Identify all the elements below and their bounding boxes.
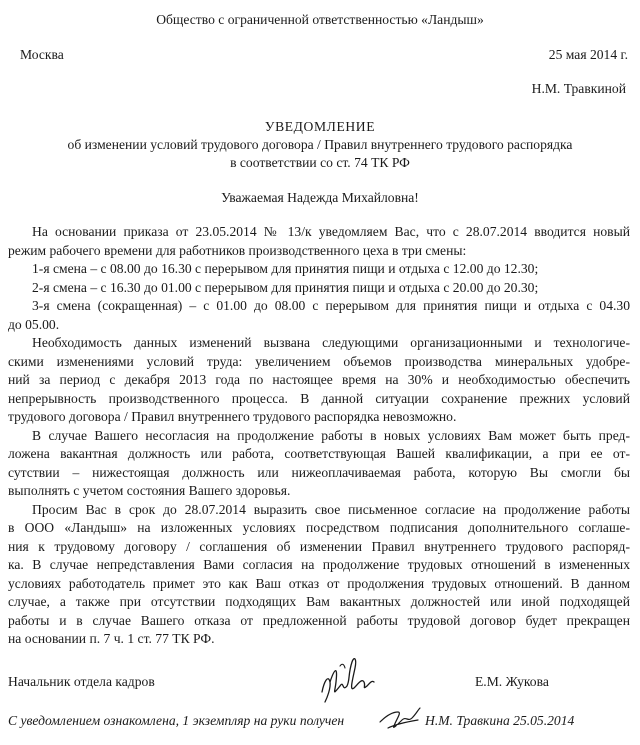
body-line: На основании приказа от 23.05.2014 № 13/к уведомляем Вас, что с 28.07.2014 вводится новый xyxy=(32,224,630,239)
signatory-name: Е.М. Жукова xyxy=(475,674,549,689)
body-line: ложена вакантная должность или работа, соответствующая Вашей квалификации, а при ее от- xyxy=(8,446,630,461)
document-date: 25 мая 2014 г. xyxy=(548,47,628,62)
body-line: 3-я смена (сокращенная) – с 01.00 до 08.00 с перерывом для принятия пищи и отдыха с 04.30 xyxy=(32,298,630,313)
body-line: выполнять с учетом состояния Вашего здоровья. xyxy=(8,483,291,498)
body-line: 2-я смена – с 16.30 до 01.00 с перерывом для принятия пищи и отдыха с 20.00 до 20.30; xyxy=(32,279,539,295)
body-line: условиях работодатель примет это как Ваш отказ от продолжения трудовых отношений. В данном xyxy=(8,575,630,591)
company-name: Общество с ограниченной ответственностью «Ландыш» xyxy=(156,12,484,27)
acknowledgement-text: С уведомлением ознакомлена, 1 экземпляр на руки получен xyxy=(8,713,345,728)
body-line: ния к трудовому договору / соглашения об изменении Правил внутреннего трудового распоряд- xyxy=(8,538,630,554)
document-subtitle-1: об изменении условий трудового договора / Правил внутреннего трудового распорядка xyxy=(67,137,573,152)
body-line: трудового договора / Правил внутреннего трудового распорядка невозможно. xyxy=(8,409,457,424)
signature-zhukova xyxy=(318,652,378,708)
body-line: ка. В случае непредставления Вами согласия на продолжение трудовых отношений в измененных xyxy=(8,557,630,572)
body-line: Просим Вас в срок до 28.07.2014 выразить свое письменное согласие на продолжение работы xyxy=(32,501,630,517)
body-line: в ООО «Ландыш» на изложенных условиях посредством подписания дополнительного соглаше- xyxy=(8,520,630,535)
greeting: Уважаемая Надежда Михайловна! xyxy=(221,190,419,205)
document-title: УВЕДОМЛЕНИЕ xyxy=(264,119,376,134)
body-line: скими изменениями условий труда: увеличением объемов производства минеральных удобре- xyxy=(8,353,630,369)
body-line: случае, а также при отсутствии подходящих Вам вакантных должностей или иной подходящей xyxy=(8,594,630,609)
notice-body xyxy=(8,223,630,649)
body-line: режим рабочего времени для работников производственного цеха в три смены: xyxy=(8,242,467,258)
body-line: непрерывность производственного процесса. В данной ситуации сохранение прежних условий xyxy=(8,390,630,406)
document-subtitle-2: в соответствии со ст. 74 ТК РФ xyxy=(230,155,410,170)
body-line: на основании п. 7 ч. 1 ст. 77 ТК РФ. xyxy=(8,631,215,646)
body-line: до 05.00. xyxy=(8,316,60,332)
addressee: Н.М. Травкиной xyxy=(531,81,626,96)
acknowledgement-name-date: Н.М. Травкина 25.05.2014 xyxy=(425,713,575,728)
body-line: ний за период с декабря 2013 года по настоящее время на 30% и необходимостью обеспечить xyxy=(8,372,630,387)
body-line: В случае Вашего несогласия на продолжение работы в новых условиях Вам может быть пред- xyxy=(32,427,630,443)
signatory-position: Начальник отдела кадров xyxy=(8,674,155,689)
body-line: 1-я смена – с 08.00 до 16.30 с перерывом для принятия пищи и отдыха с 12.00 до 12.30; xyxy=(32,261,539,276)
body-line: работы и в случае Вашего отказа от предложенной работы трудовой договор будет прекращен xyxy=(8,612,630,628)
city: Москва xyxy=(20,47,64,62)
body-line: Необходимость данных изменений вызвана следующими организационными и технологиче- xyxy=(32,335,630,350)
signature-travkina xyxy=(378,700,422,736)
body-line: сутствии – нижестоящая должность или нижеоплачиваемая работа, которую Вы смогли бы xyxy=(8,464,630,480)
